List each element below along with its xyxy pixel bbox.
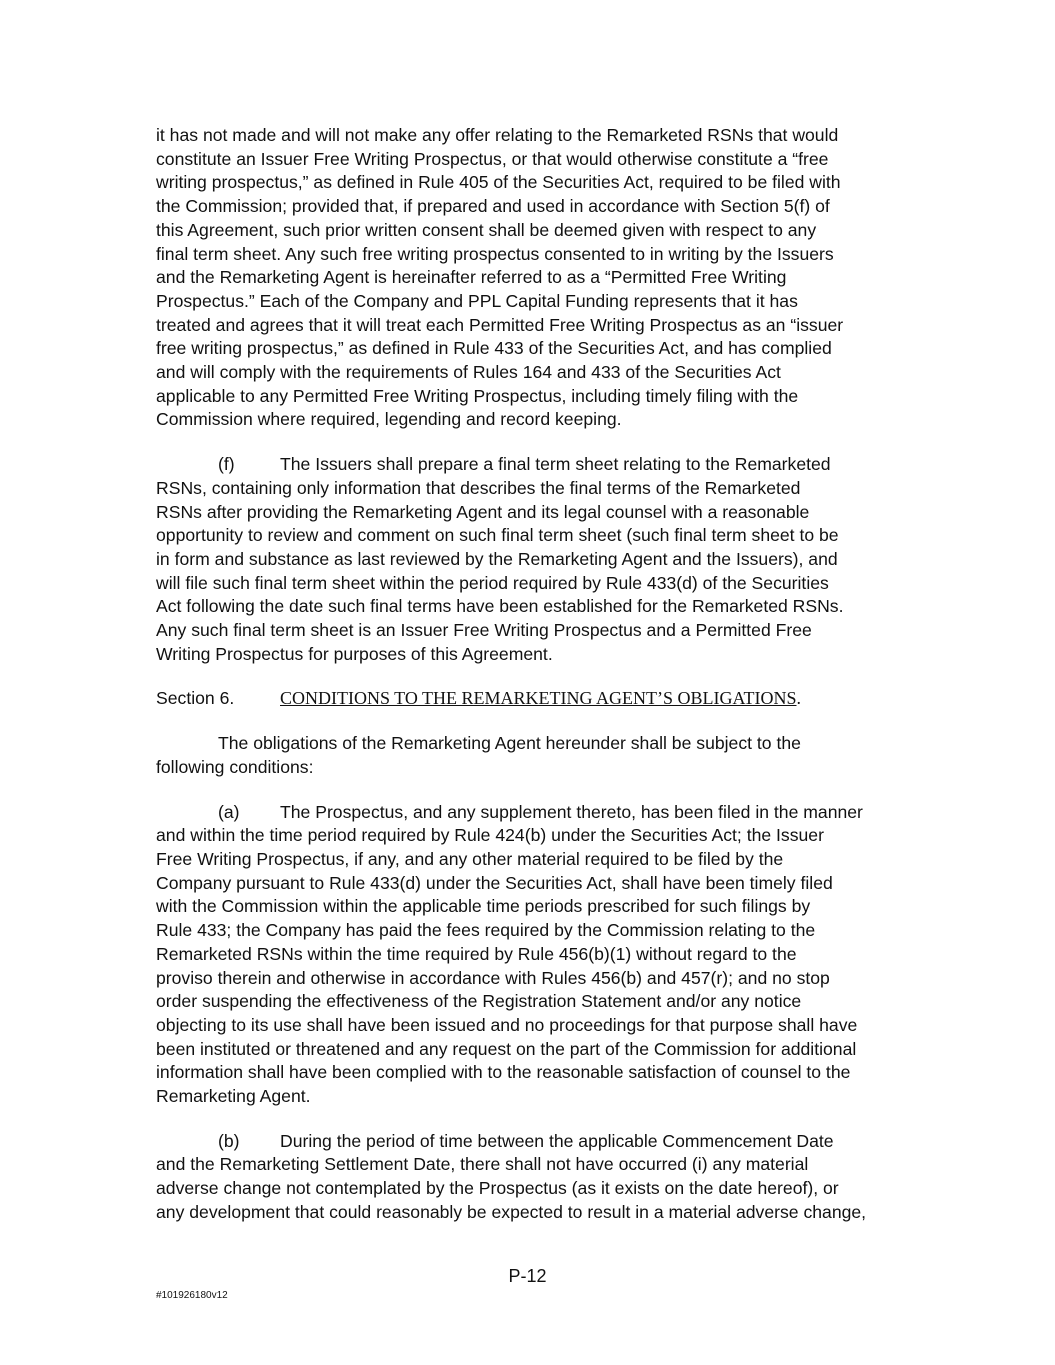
section-title-period: .: [796, 688, 801, 709]
text-line: and within the time period required by Rule 424(b) under the Securities Act; the Issuer: [156, 825, 824, 846]
text-line: proviso therein and otherwise in accordance with Rules 456(b) and 457(r); and no stop: [156, 967, 830, 988]
paragraph-marker: (b): [218, 1130, 240, 1151]
text-line: in form and substance as last reviewed by the Remarketing Agent and the Issuers), and: [156, 548, 838, 569]
text-line: Remarketing Agent.: [156, 1086, 311, 1107]
text-line: Free Writing Prospectus, if any, and any other material required to be filed by the: [156, 848, 784, 869]
paragraph-first-line: [156, 732, 908, 756]
text-line: Company pursuant to Rule 433(d) under the Securities Act, shall have been timely filed: [156, 872, 833, 893]
paragraph-a: [156, 801, 908, 1109]
text-line: this Agreement, such prior written consent shall be deemed given with respect to any: [156, 219, 817, 240]
text-line: information shall have been complied with to the reasonable satisfaction of counsel to the: [156, 1062, 851, 1083]
text-line: Rule 433; the Company has paid the fees required by the Commission relating to the: [156, 920, 816, 941]
document-id: #101926180v12: [156, 1290, 228, 1301]
text-line: the Commission; provided that, if prepared and used in accordance with Section 5(f) of: [156, 196, 830, 217]
paragraph-first-line: [156, 801, 908, 825]
paragraph-marker: (a): [218, 801, 240, 822]
first-line-text: The obligations of the Remarketing Agent hereunder shall be subject to the: [218, 733, 801, 754]
text-line: constitute an Issuer Free Writing Prospectus, or that would otherwise constitute a “free: [156, 148, 829, 169]
text-line: free writing prospectus,” as defined in Rule 433 of the Securities Act, and has complied: [156, 338, 832, 359]
text-line: and the Remarketing Agent is hereinafter referred to as a “Permitted Free Writing: [156, 267, 787, 288]
first-line-text: The Issuers shall prepare a final term sheet relating to the Remarketed: [280, 454, 831, 475]
text-line: RSNs after providing the Remarketing Agent and its legal counsel with a reasonable: [156, 501, 810, 522]
paragraph-b: [156, 1130, 908, 1225]
text-line: will file such final term sheet within the period required by Rule 433(d) of the Securities: [156, 572, 829, 593]
text-line: treated and agrees that it will treat each Permitted Free Writing Prospectus as an “issuer: [156, 314, 844, 335]
text-line: and will comply with the requirements of Rules 164 and 433 of the Securities Act: [156, 362, 781, 383]
text-line: following conditions:: [156, 756, 314, 777]
text-line: it has not made and will not make any offer relating to the Remarketed RSNs that would: [156, 125, 839, 145]
text-line: been instituted or threatened and any request on the part of the Commission for additional: [156, 1038, 857, 1059]
section-heading: [156, 687, 908, 711]
section-number: Section 6.: [156, 688, 235, 709]
text-line: opportunity to review and comment on such final term sheet (such final term sheet to be: [156, 525, 839, 546]
first-line-text: During the period of time between the applicable Commencement Date: [280, 1130, 834, 1151]
text-line: any development that could reasonably be expected to result in a material adverse change,: [156, 1201, 867, 1222]
page-number: P-12: [508, 1266, 547, 1286]
text-line: order suspending the effectiveness of the Registration Statement and/or any notice: [156, 991, 802, 1012]
paragraph-f: [156, 453, 908, 666]
continued-paragraph: [156, 124, 908, 432]
section-title: CONDITIONS TO THE REMARKETING AGENT’S OBLIGATIONS: [280, 688, 797, 709]
text-line: Commission where required, legending and record keeping.: [156, 409, 622, 430]
text-line: Act following the date such final terms have been established for the Remarketed RSNs.: [156, 596, 844, 617]
first-line-text: The Prospectus, and any supplement thereto, has been filed in the manner: [280, 801, 863, 822]
intro-paragraph: [156, 732, 908, 779]
text-line: Prospectus.” Each of the Company and PPL Capital Funding represents that it has: [156, 290, 798, 311]
text-line: and the Remarketing Settlement Date, there shall not have occurred (i) any material: [156, 1154, 809, 1175]
text-line: applicable to any Permitted Free Writing Prospectus, including timely filing with the: [156, 385, 799, 406]
paragraph-first-line: [156, 1130, 908, 1154]
text-line: RSNs, containing only information that describes the final terms of the Remarketed: [156, 477, 801, 498]
text-line: writing prospectus,” as defined in Rule 405 of the Securities Act, required to be filed with: [156, 172, 841, 193]
paragraph-first-line: [156, 453, 908, 477]
text-line: Any such final term sheet is an Issuer Free Writing Prospectus and a Permitted Free: [156, 620, 812, 641]
text-line: adverse change not contemplated by the Prospectus (as it exists on the date hereof), or: [156, 1178, 839, 1199]
text-line: Writing Prospectus for purposes of this Agreement.: [156, 643, 553, 664]
paragraph-marker: (f): [218, 454, 235, 475]
text-line: Remarketed RSNs within the time required by Rule 456(b)(1) without regard to the: [156, 943, 797, 964]
document-body: [156, 124, 908, 1225]
text-line: objecting to its use shall have been issued and no proceedings for that purpose shall have: [156, 1014, 858, 1035]
text-line: with the Commission within the applicable time periods prescribed for such filings by: [156, 896, 811, 917]
text-line: final term sheet. Any such free writing prospectus consented to in writing by the Issuers: [156, 243, 834, 264]
